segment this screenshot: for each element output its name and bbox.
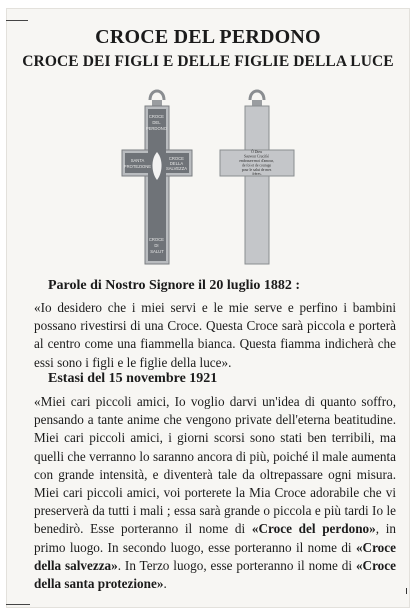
medal-front-top-line: CROCE (148, 114, 164, 119)
page-edge-mark (406, 588, 407, 594)
medal-back-inscription-line: Ô Dieu (251, 150, 262, 154)
cross-medal-back (220, 91, 294, 264)
cross-name-emphasis: «Croce della santa protezione» (34, 557, 396, 592)
medal-front-right-line: DELLA (169, 161, 183, 166)
section-paragraph: «Io desidero che i miei servi e le mie serve e perfino i bambini possano rivestirsi di una Croce. Questa Croce sarà piccola e porterà al centro come una fiammella bianca. Questa fiamma indicherà che essi sono i figli e le figlie della luce». (34, 300, 396, 370)
section-heading: Parole di Nostro Signore il 20 luglio 1882 : (48, 278, 301, 293)
cross-medals-illustration (116, 86, 316, 276)
section-heading: Estasi del 15 novembre 1921 (48, 371, 218, 386)
document-page (6, 8, 410, 608)
paragraph-text: «Miei cari piccoli amici, Io voglio darvi un'idea di quanto soffro, pensando a tante anime che vengono private dell'eterna beatitudine. Miei cari piccoli amici, i giorni scorsi sono stati ben terribili, ma quelli che verranno lo saranno ancora di più, poiché il male aumenta con grande intensità, e diventerà tale da oltrepassare ogni misura. Miei cari piccoli amici, voi porterete la Mia Croce adorabile che vi preserverà da tutti i mali ; essa sarà grande o piccola e più tardi Io le benedirò. Esse porteranno il nome di (34, 394, 396, 537)
medal-front-top-line: DEL (152, 120, 161, 125)
cross-name-emphasis: «Croce della salvezza» (34, 539, 396, 573)
cross-name-emphasis: «Croce del perdono» (251, 521, 376, 537)
medal-front-bottom-line: DI (154, 243, 159, 248)
medal-front-left-line: PROTEZIONE (123, 164, 152, 169)
medal-back-inscription-line: pour le salut de mes (241, 168, 272, 172)
medal-back-inscription-line: Sauveur Crucifié (243, 154, 270, 159)
cross-medal-front (122, 91, 192, 264)
paragraph-text: . In Terzo luogo, esse porteranno il nome di (117, 557, 356, 573)
page-subtitle: CROCE DEI FIGLI E DELLE FIGLIE DELLA LUCE (22, 53, 394, 70)
section-paragraph (34, 393, 396, 593)
page-edge-line (6, 20, 28, 21)
paragraph-text: . (163, 576, 167, 592)
medal-back-inscription-line: frères. (252, 172, 262, 176)
medal-front-top-line: PERDONO (145, 126, 168, 131)
medal-front-left-line: SANTA (130, 158, 145, 163)
medal-back-inscription-line: embrasez-moi d'amour, (239, 159, 274, 163)
medal-front-bottom-line: SALUT (150, 249, 164, 254)
medal-front-right-line: CROCE (168, 156, 184, 161)
page-title: CROCE DEL PERDONO (95, 26, 321, 48)
medal-back-inscription-line: de foi et de courage (242, 163, 272, 168)
page-edge-line (6, 604, 30, 605)
medal-front-right-line: SALVEZZA (165, 166, 187, 171)
paragraph-text: , in primo luogo. In secondo luogo, esse porteranno il nome di (34, 521, 396, 555)
medal-front-bottom-line: CROCE (148, 237, 164, 242)
